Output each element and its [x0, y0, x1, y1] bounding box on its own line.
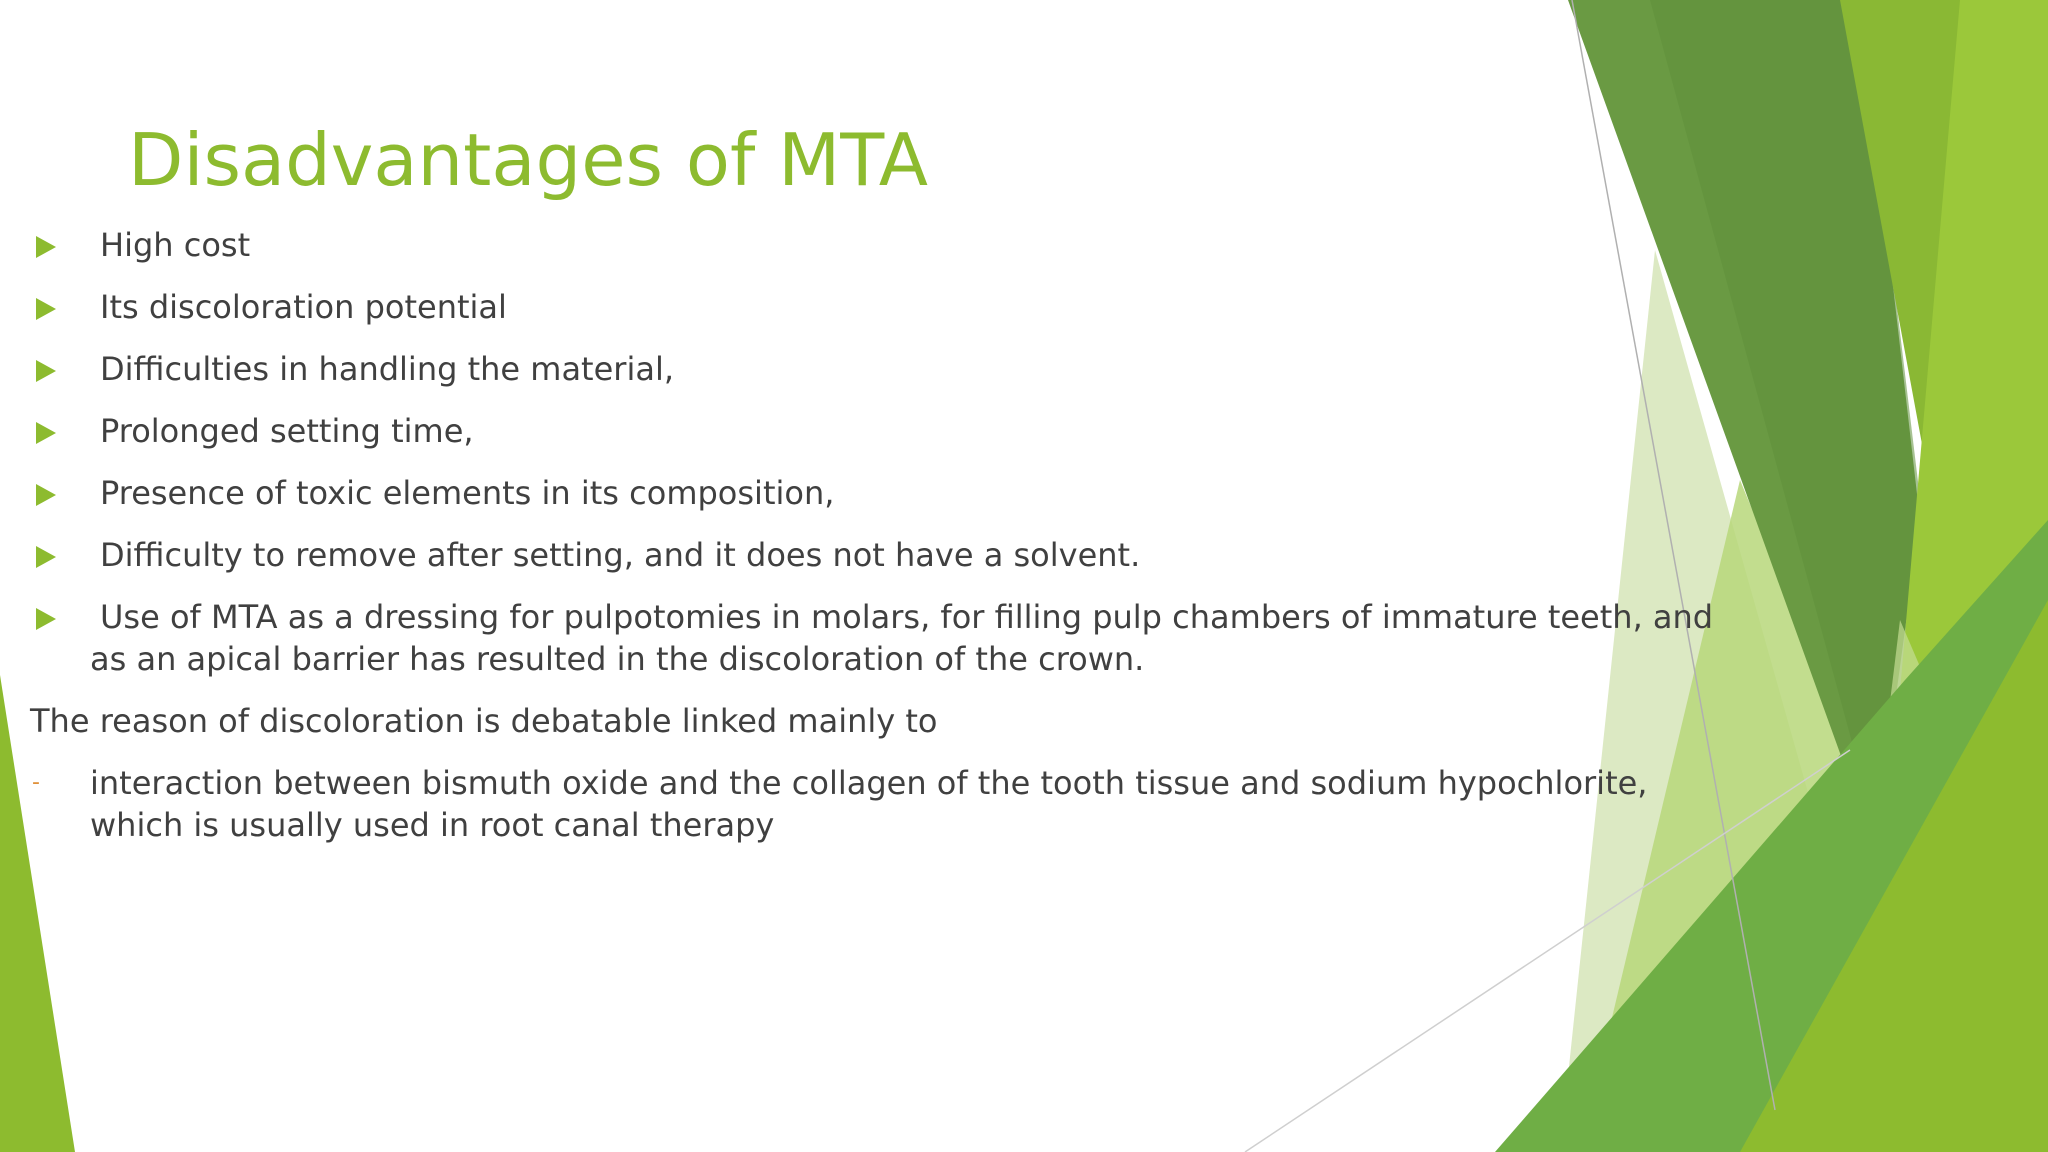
list-item	[30, 410, 1750, 452]
sub-list-item-text: interaction between bismuth oxide and the collagen of the tooth tissue and sodium hypochlorite, which is usually used in root canal therapy	[90, 764, 1648, 844]
triangle-right-icon	[36, 422, 56, 444]
list-item-text: Use of MTA as a dressing for pulpotomies in molars, for filling pulp chambers of immature teeth, and as an apical barrier has resulted in the discoloration of the crown.	[90, 598, 1714, 678]
list-item	[30, 286, 1750, 328]
list-item	[30, 224, 1750, 266]
triangle-right-icon	[36, 546, 56, 568]
sub-list-item	[30, 762, 1750, 846]
bullet-list	[30, 224, 1750, 680]
dash-marker: -	[32, 770, 40, 795]
slide-content	[30, 224, 1750, 846]
list-item	[30, 596, 1750, 680]
list-item	[30, 534, 1750, 576]
list-item-text: Its discoloration potential	[100, 288, 507, 326]
list-item-text: High cost	[100, 226, 251, 264]
triangle-right-icon	[36, 360, 56, 382]
list-item-text: Difficulty to remove after setting, and it does not have a solvent.	[100, 536, 1141, 574]
list-item-text: Difficulties in handling the material,	[100, 350, 674, 388]
list-item	[30, 472, 1750, 514]
list-item	[30, 348, 1750, 390]
list-item-text: Prolonged setting time,	[100, 412, 474, 450]
triangle-right-icon	[36, 608, 56, 630]
slide-title: Disadvantages of MTA	[128, 118, 928, 202]
triangle-right-icon	[36, 484, 56, 506]
discoloration-reason-paragraph: The reason of discoloration is debatable linked mainly to	[30, 702, 938, 740]
triangle-right-icon	[36, 236, 56, 258]
triangle-right-icon	[36, 298, 56, 320]
list-item-text: Presence of toxic elements in its composition,	[100, 474, 835, 512]
